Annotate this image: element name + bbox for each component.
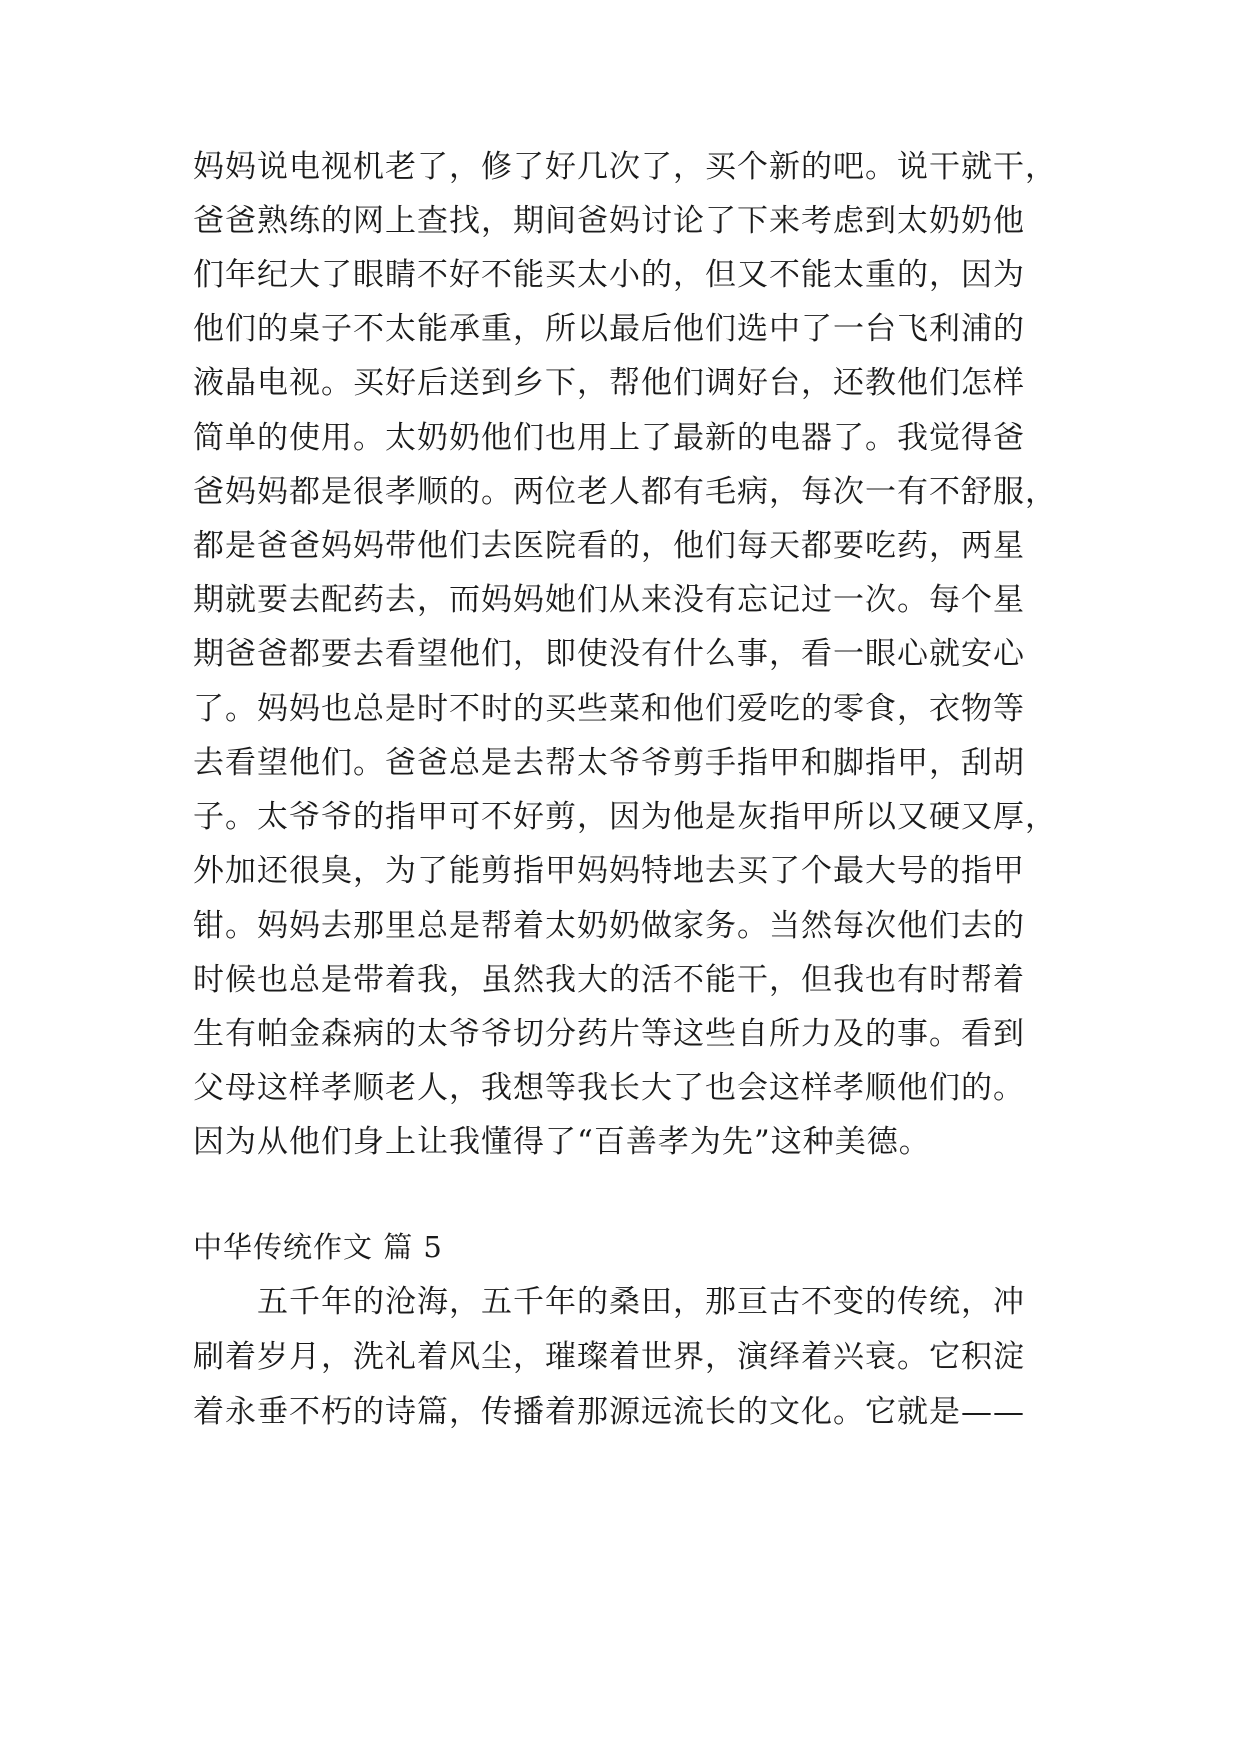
paragraph-line: 子。太爷爷的指甲可不好剪，因为他是灰指甲所以又硬又厚， [193, 799, 1057, 835]
paragraph-line: 生有帕金森病的太爷爷切分药片等这些自所力及的事。看到 [193, 1016, 1025, 1052]
paragraph-line: 父母这样孝顺老人，我想等我长大了也会这样孝顺他们的。 [193, 1070, 1025, 1106]
paragraph-line: 外加还很臭，为了能剪指甲妈妈特地去买了个最大号的指甲 [193, 853, 1025, 889]
paragraph-line: 期爸爸都要去看望他们，即使没有什么事，看一眼心就安心 [193, 636, 1025, 672]
section-heading: 中华传统作文 篇 5 [193, 1230, 443, 1264]
paragraph-line: 期就要去配药去，而妈妈她们从来没有忘记过一次。每个星 [193, 582, 1025, 618]
paragraph-line: 着永垂不朽的诗篇，传播着那源远流长的文化。它就是—— [193, 1394, 1025, 1430]
paragraph-line: 爸妈妈都是很孝顺的。两位老人都有毛病，每次一有不舒服， [193, 474, 1057, 510]
paragraph-line: 爸爸熟练的网上查找，期间爸妈讨论了下来考虑到太奶奶他 [193, 203, 1025, 239]
paragraph-line: 他们的桌子不太能承重，所以最后他们选中了一台飞利浦的 [193, 311, 1025, 347]
paragraph-line: 都是爸爸妈妈带他们去医院看的，他们每天都要吃药，两星 [193, 528, 1025, 564]
paragraph-line: 液晶电视。买好后送到乡下，帮他们调好台，还教他们怎样 [193, 365, 1025, 401]
paragraph-line: 刷着岁月，洗礼着风尘，璀璨着世界，演绎着兴衰。它积淀 [193, 1339, 1025, 1375]
paragraph-line: 妈妈说电视机老了，修了好几次了，买个新的吧。说干就干， [193, 149, 1057, 185]
paragraph-line: 们年纪大了眼睛不好不能买太小的，但又不能太重的，因为 [193, 257, 1025, 293]
paragraph-line: 了。妈妈也总是时不时的买些菜和他们爱吃的零食，衣物等 [193, 691, 1025, 727]
paragraph-line: 时候也总是带着我，虽然我大的活不能干，但我也有时帮着 [193, 962, 1025, 998]
paragraph-line: 钳。妈妈去那里总是帮着太奶奶做家务。当然每次他们去的 [193, 908, 1025, 944]
paragraph-line: 去看望他们。爸爸总是去帮太爷爷剪手指甲和脚指甲，刮胡 [193, 745, 1025, 781]
paragraph-line: 五千年的沧海，五千年的桑田，那亘古不变的传统，冲 [193, 1284, 1025, 1320]
paragraph-line: 简单的使用。太奶奶他们也用上了最新的电器了。我觉得爸 [193, 420, 1025, 456]
paragraph-line: 因为从他们身上让我懂得了“百善孝为先”这种美德。 [193, 1124, 931, 1160]
